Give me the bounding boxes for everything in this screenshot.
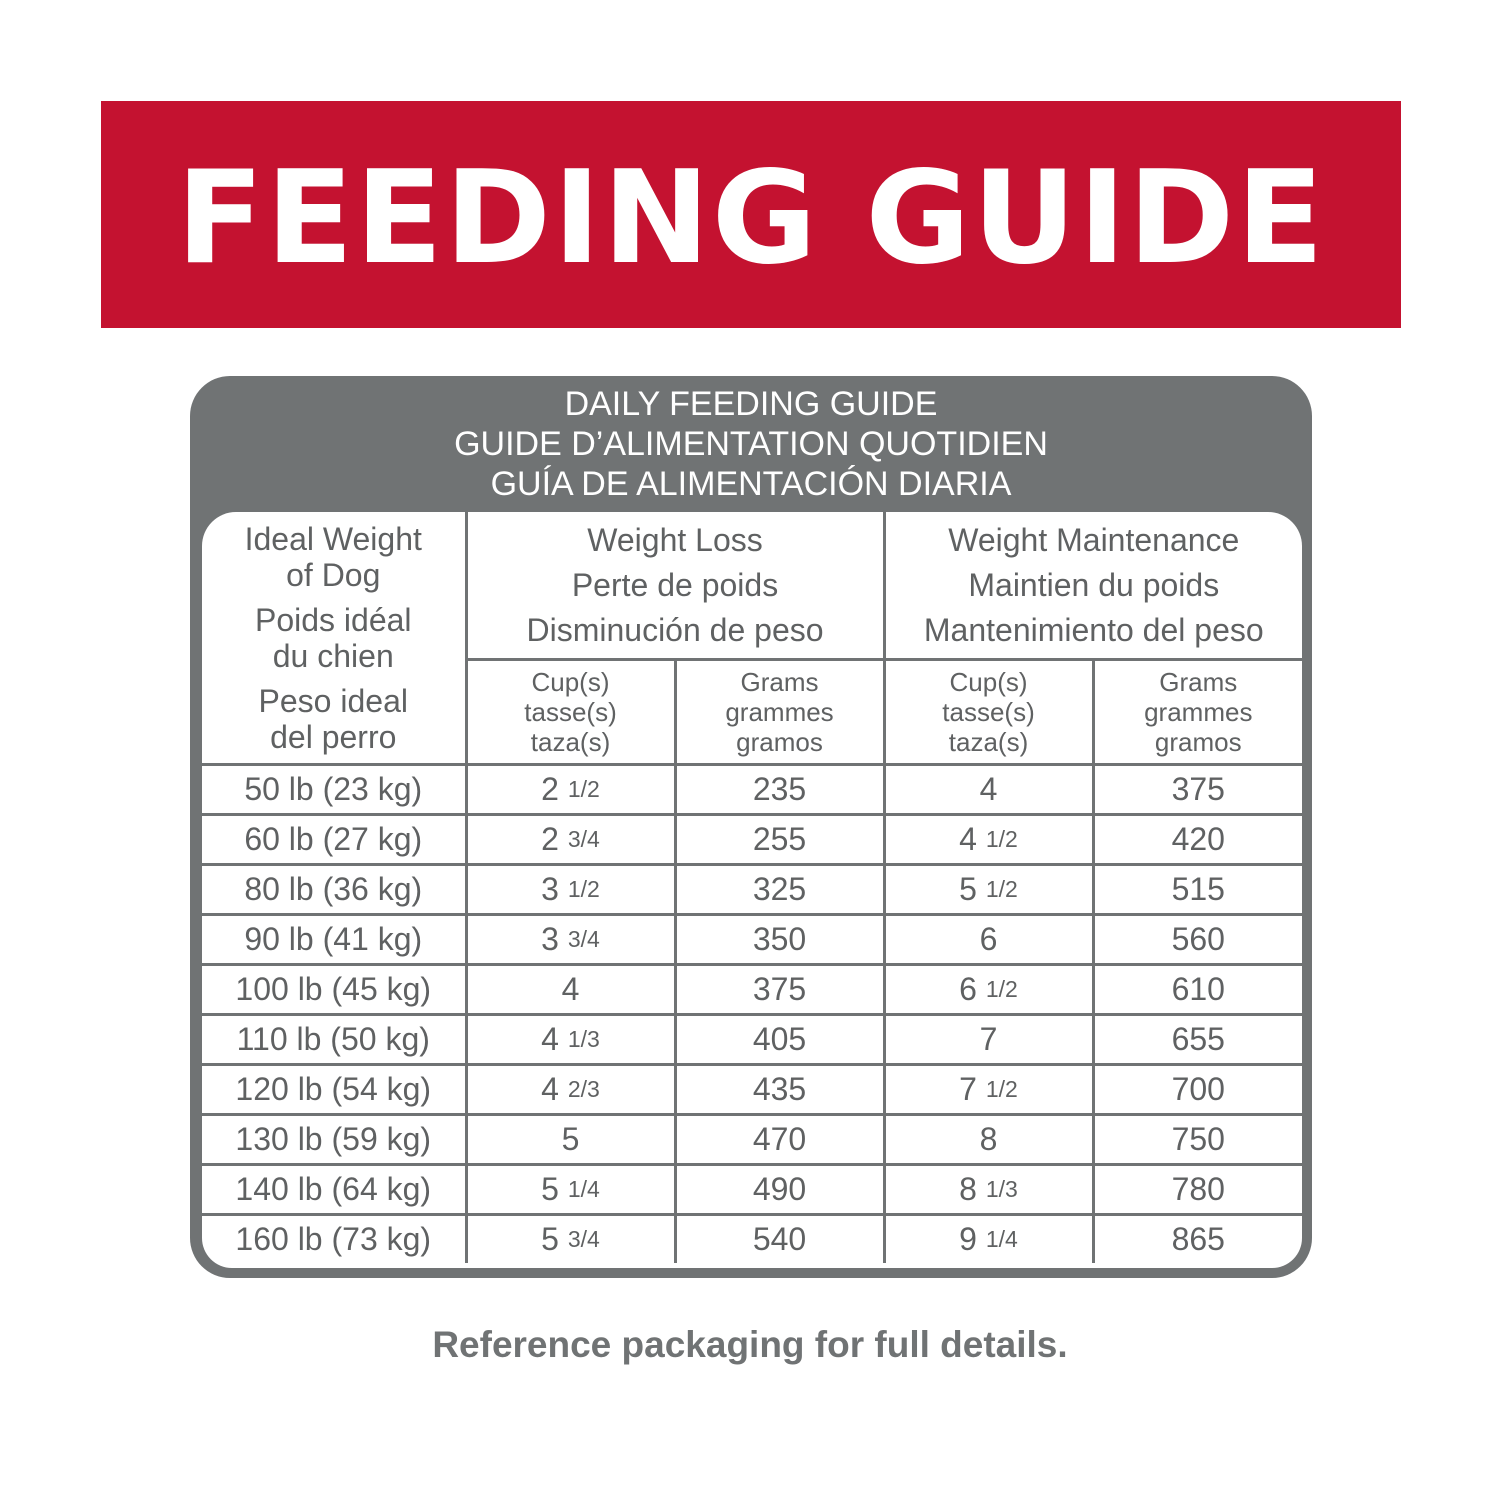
cups-fraction: 1/3 (985, 1176, 1018, 1202)
cups-fraction: 2/3 (567, 1076, 600, 1102)
weight-cell: 100 lb (45 kg) (202, 965, 466, 1015)
weight-cell: 50 lb (23 kg) (202, 765, 466, 815)
cups-header-line: Cup(s) (531, 667, 610, 697)
cups-whole: 8 (959, 1171, 977, 1207)
card-title-fr: GUIDE D’ALIMENTATION QUOTIDIEN (454, 425, 1048, 463)
maint-grams-cell: 750 (1093, 1115, 1302, 1165)
cups-whole: 5 (561, 1121, 580, 1157)
weight-header-line: Ideal Weight (244, 520, 422, 557)
cups-fraction: 3/4 (567, 826, 600, 852)
cups-fraction: 1/2 (567, 876, 600, 902)
cups-whole: 7 (959, 1071, 977, 1107)
maint-grams-cell: 375 (1093, 765, 1302, 815)
weight-cell: 140 lb (64 kg) (202, 1165, 466, 1215)
cups-fraction: 1/2 (985, 1076, 1018, 1102)
card-title-es: GUÍA DE ALIMENTACIÓN DIARIA (490, 465, 1012, 503)
maint-cups-cell (884, 1115, 1093, 1165)
weight-cell: 120 lb (54 kg) (202, 1065, 466, 1115)
footer-note: Reference packaging for full details. (432, 1324, 1068, 1365)
feeding-table (202, 512, 1302, 1263)
title-banner (101, 101, 1401, 328)
feeding-guide-card (190, 376, 1312, 1278)
table-row (202, 965, 1302, 1015)
grams-header-line: Grams (740, 667, 819, 697)
maint-cups-cell (884, 1065, 1093, 1115)
table-row (202, 1215, 1302, 1264)
header-row-main (202, 512, 1302, 660)
loss-grams-cell: 435 (675, 1065, 884, 1115)
cups-fraction: 1/2 (567, 776, 600, 802)
weight-cell: 90 lb (41 kg) (202, 915, 466, 965)
weight-loss-header-line: Perte de poids (571, 566, 779, 603)
cups-whole: 4 (561, 971, 580, 1007)
cups-fraction: 1/2 (985, 976, 1018, 1002)
cups-whole: 4 (959, 821, 977, 857)
page-title: FEEDING GUIDE (176, 143, 1326, 293)
cups-whole: 4 (979, 771, 998, 807)
loss-cups-cell (466, 815, 675, 865)
loss-grams-cell: 350 (675, 915, 884, 965)
weight-maintenance-header-line: Weight Maintenance (948, 521, 1240, 558)
weight-cell: 110 lb (50 kg) (202, 1015, 466, 1065)
maint-cups-cell (884, 765, 1093, 815)
grams-header-line: grammes (1144, 697, 1253, 727)
cups-whole: 3 (541, 921, 559, 957)
weight-loss-header-line: Disminución de peso (526, 611, 824, 648)
cups-fraction: 3/4 (567, 926, 600, 952)
cups-whole: 6 (959, 971, 977, 1007)
maint-grams-cell: 655 (1093, 1015, 1302, 1065)
feeding-table-wrapper (202, 512, 1302, 1268)
table-row (202, 1065, 1302, 1115)
cups-fraction: 1/4 (985, 1226, 1018, 1252)
cups-whole: 4 (541, 1071, 559, 1107)
weight-cell: 130 lb (59 kg) (202, 1115, 466, 1165)
cups-whole: 6 (979, 921, 998, 957)
maint-grams-cell: 420 (1093, 815, 1302, 865)
weight-cell: 60 lb (27 kg) (202, 815, 466, 865)
loss-grams-cell: 235 (675, 765, 884, 815)
loss-cups-cell (466, 965, 675, 1015)
maint-cups-cell (884, 965, 1093, 1015)
loss-cups-cell (466, 1115, 675, 1165)
maint-cups-cell (884, 1165, 1093, 1215)
loss-grams-cell: 490 (675, 1165, 884, 1215)
loss-cups-cell (466, 1165, 675, 1215)
weight-maintenance-header-line: Maintien du poids (968, 566, 1220, 603)
table-row (202, 1015, 1302, 1065)
cups-fraction: 1/3 (567, 1026, 600, 1052)
maint-cups-cell (884, 815, 1093, 865)
cups-whole: 2 (541, 771, 559, 807)
loss-grams-cell: 470 (675, 1115, 884, 1165)
table-row (202, 1115, 1302, 1165)
grams-header-line: grammes (725, 697, 834, 727)
loss-grams-header (675, 660, 884, 765)
table-row (202, 815, 1302, 865)
cups-fraction: 1/4 (567, 1176, 600, 1202)
loss-cups-cell (466, 765, 675, 815)
weight-header-line: del perro (270, 718, 397, 755)
maint-cups-cell (884, 865, 1093, 915)
loss-grams-cell: 255 (675, 815, 884, 865)
maint-cups-cell (884, 1015, 1093, 1065)
loss-cups-cell (466, 865, 675, 915)
weight-cell: 160 lb (73 kg) (202, 1215, 466, 1264)
weight-header-line: du chien (272, 637, 394, 674)
loss-grams-cell: 540 (675, 1215, 884, 1264)
loss-cups-cell (466, 915, 675, 965)
table-row (202, 1165, 1302, 1215)
maint-grams-cell: 610 (1093, 965, 1302, 1015)
weight-header-line: Peso ideal (258, 682, 408, 719)
cups-whole: 4 (541, 1021, 559, 1057)
cups-whole: 9 (959, 1221, 977, 1257)
maint-grams-header (1093, 660, 1302, 765)
loss-cups-cell (466, 1065, 675, 1115)
maint-grams-cell: 865 (1093, 1215, 1302, 1264)
cups-fraction: 3/4 (567, 1226, 600, 1252)
card-title-en: DAILY FEEDING GUIDE (564, 385, 938, 423)
grams-header-line: Grams (1159, 667, 1238, 697)
weight-loss-header (466, 512, 884, 660)
cups-header-line: tasse(s) (942, 697, 1035, 727)
table-row (202, 765, 1302, 815)
grams-header-line: gramos (1154, 727, 1242, 757)
cups-whole: 3 (541, 871, 559, 907)
weight-cell: 80 lb (36 kg) (202, 865, 466, 915)
loss-grams-cell: 375 (675, 965, 884, 1015)
cups-header-line: taza(s) (530, 727, 611, 757)
cups-header-line: Cup(s) (949, 667, 1028, 697)
weight-maintenance-header (884, 512, 1302, 660)
maint-cups-cell (884, 915, 1093, 965)
maint-grams-cell: 515 (1093, 865, 1302, 915)
weight-header-line: Poids idéal (254, 601, 412, 638)
loss-cups-header (466, 660, 675, 765)
cups-header-line: tasse(s) (524, 697, 617, 727)
loss-cups-cell (466, 1215, 675, 1264)
maint-grams-cell: 780 (1093, 1165, 1302, 1215)
loss-grams-cell: 325 (675, 865, 884, 915)
cups-whole: 8 (979, 1121, 998, 1157)
cups-whole: 7 (979, 1021, 998, 1057)
weight-header-line: of Dog (286, 556, 381, 593)
cups-header-line: taza(s) (948, 727, 1029, 757)
weight-loss-header-line: Weight Loss (587, 521, 763, 558)
maint-grams-cell: 700 (1093, 1065, 1302, 1115)
table-row (202, 915, 1302, 965)
maint-cups-header (884, 660, 1093, 765)
table-row (202, 865, 1302, 915)
cups-whole: 5 (541, 1171, 559, 1207)
grams-header-line: gramos (736, 727, 823, 757)
weight-header (202, 512, 466, 765)
loss-grams-cell: 405 (675, 1015, 884, 1065)
cups-whole: 5 (959, 871, 977, 907)
cups-fraction: 1/2 (985, 826, 1018, 852)
maint-grams-cell: 560 (1093, 915, 1302, 965)
maint-cups-cell (884, 1215, 1093, 1264)
cups-fraction: 1/2 (985, 876, 1018, 902)
cups-whole: 5 (541, 1221, 559, 1257)
weight-maintenance-header-line: Mantenimiento del peso (923, 611, 1264, 648)
loss-cups-cell (466, 1015, 675, 1065)
card-heading (190, 384, 1312, 504)
cups-whole: 2 (541, 821, 559, 857)
